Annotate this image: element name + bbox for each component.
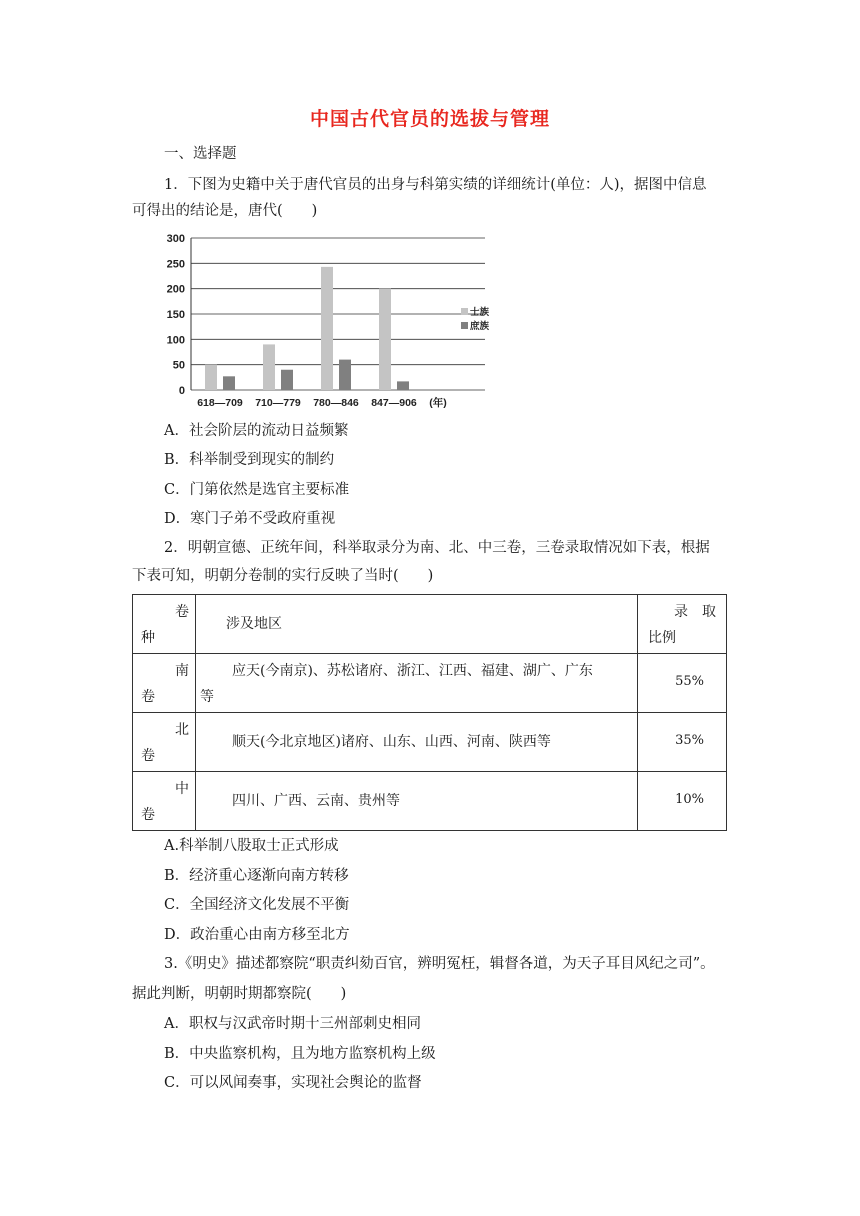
y-tick-label: 100 <box>166 334 185 347</box>
bar-shuzu <box>339 360 351 390</box>
row-rate: 55% <box>675 674 704 689</box>
row-juan-top: 北 <box>175 722 189 738</box>
x-unit-label: (年) <box>429 397 447 409</box>
row-region-line1: 顺天(今北京地区)诸府、山东、山西、河南、陕西等 <box>232 734 551 750</box>
row-region-line1: 四川、广西、云南、贵州等 <box>232 793 400 809</box>
q3-option-c[interactable]: C．可以风闻奏事，实现社会舆论的监督 <box>164 1075 422 1091</box>
y-tick-label: 200 <box>166 283 185 296</box>
y-tick-label: 300 <box>166 233 185 245</box>
row-juan-bottom: 卷 <box>141 748 155 764</box>
q2-option-c[interactable]: C．全国经济文化发展不平衡 <box>164 897 350 913</box>
q2-stem-line1: 2．明朝宣德、正统年间，科举取录分为南、北、中三卷，三卷录取情况如下表，根据 <box>164 540 710 556</box>
table-row <box>133 772 727 831</box>
q1-option-a[interactable]: A．社会阶层的流动日益频繁 <box>164 423 349 439</box>
x-tick-label: 847—906 <box>371 397 417 409</box>
q1-stem-line1: 1．下图为史籍中关于唐代官员的出身与科第实绩的详细统计(单位：人)，据图中信息 <box>164 177 707 193</box>
x-tick-label: 618—709 <box>197 397 243 409</box>
row-juan-top: 中 <box>175 781 189 797</box>
bar-shizu <box>205 365 217 390</box>
table-header-row <box>133 595 727 654</box>
q1-option-c[interactable]: C．门第依然是选官主要标准 <box>164 482 350 498</box>
header-juan-label: 卷 <box>175 604 189 620</box>
bar-shuzu <box>223 376 235 390</box>
table-row <box>133 713 727 772</box>
y-tick-label: 50 <box>172 359 185 372</box>
q1-stem-line2: 可得出的结论是，唐代( ) <box>132 203 318 219</box>
header-zhong-label: 种 <box>141 630 155 646</box>
row-rate: 10% <box>675 792 704 807</box>
header-rate-label-bottom: 比例 <box>648 630 676 646</box>
bar-shizu <box>379 289 391 390</box>
x-tick-label: 780—846 <box>313 397 359 409</box>
section-heading: 一、选择题 <box>164 146 237 162</box>
q2-option-a[interactable]: A.科举制八股取士正式形成 <box>164 838 339 854</box>
bar-chart <box>160 228 490 414</box>
legend-label: 士族 <box>470 307 490 318</box>
q2-stem-line2: 下表可知，明朝分卷制的实行反映了当时( ) <box>132 568 434 584</box>
header-rate-label-top: 录 取 <box>674 604 716 620</box>
header-region-label: 涉及地区 <box>226 616 282 632</box>
legend-label: 庶族 <box>470 321 490 332</box>
q1-option-d[interactable]: D．寒门子弟不受政府重视 <box>164 511 336 527</box>
row-juan-bottom: 卷 <box>141 807 155 823</box>
q2-option-b[interactable]: B．经济重心逐渐向南方转移 <box>164 868 349 884</box>
bar-shizu <box>321 267 333 390</box>
document-title: 中国古代官员的选拔与管理 <box>309 108 550 130</box>
legend-swatch <box>461 308 468 315</box>
row-region-line1: 应天(今南京)、苏松诸府、浙江、江西、福建、湖广、广东 <box>232 663 593 679</box>
row-rate: 35% <box>675 733 704 748</box>
bar-shizu <box>263 344 275 390</box>
y-tick-label: 250 <box>166 258 185 271</box>
row-juan-top: 南 <box>175 663 189 679</box>
q3-stem-line2: 据此判断，明朝时期都察院( ) <box>132 986 347 1002</box>
x-tick-label: 710—779 <box>255 397 301 409</box>
row-juan-bottom: 卷 <box>141 689 155 705</box>
y-tick-label: 150 <box>166 309 185 321</box>
q3-option-b[interactable]: B．中央监察机构，且为地方监察机构上级 <box>164 1046 436 1062</box>
bar-shuzu <box>281 370 293 390</box>
admission-table <box>132 594 727 831</box>
q2-option-d[interactable]: D．政治重心由南方移至北方 <box>164 927 350 943</box>
q3-option-a[interactable]: A．职权与汉武帝时期十三州部刺史相同 <box>164 1016 421 1032</box>
y-tick-label: 0 <box>178 385 185 397</box>
q1-option-b[interactable]: B．科举制受到现实的制约 <box>164 452 335 468</box>
table-row <box>133 654 727 713</box>
legend-swatch <box>461 322 468 329</box>
row-region-line2: 等 <box>200 689 214 705</box>
bar-shuzu <box>397 381 409 390</box>
q3-stem-line1: 3.《明史》描述都察院“职责纠劾百官，辨明冤枉，辑督各道，为天子耳目风纪之司”。 <box>164 956 715 972</box>
